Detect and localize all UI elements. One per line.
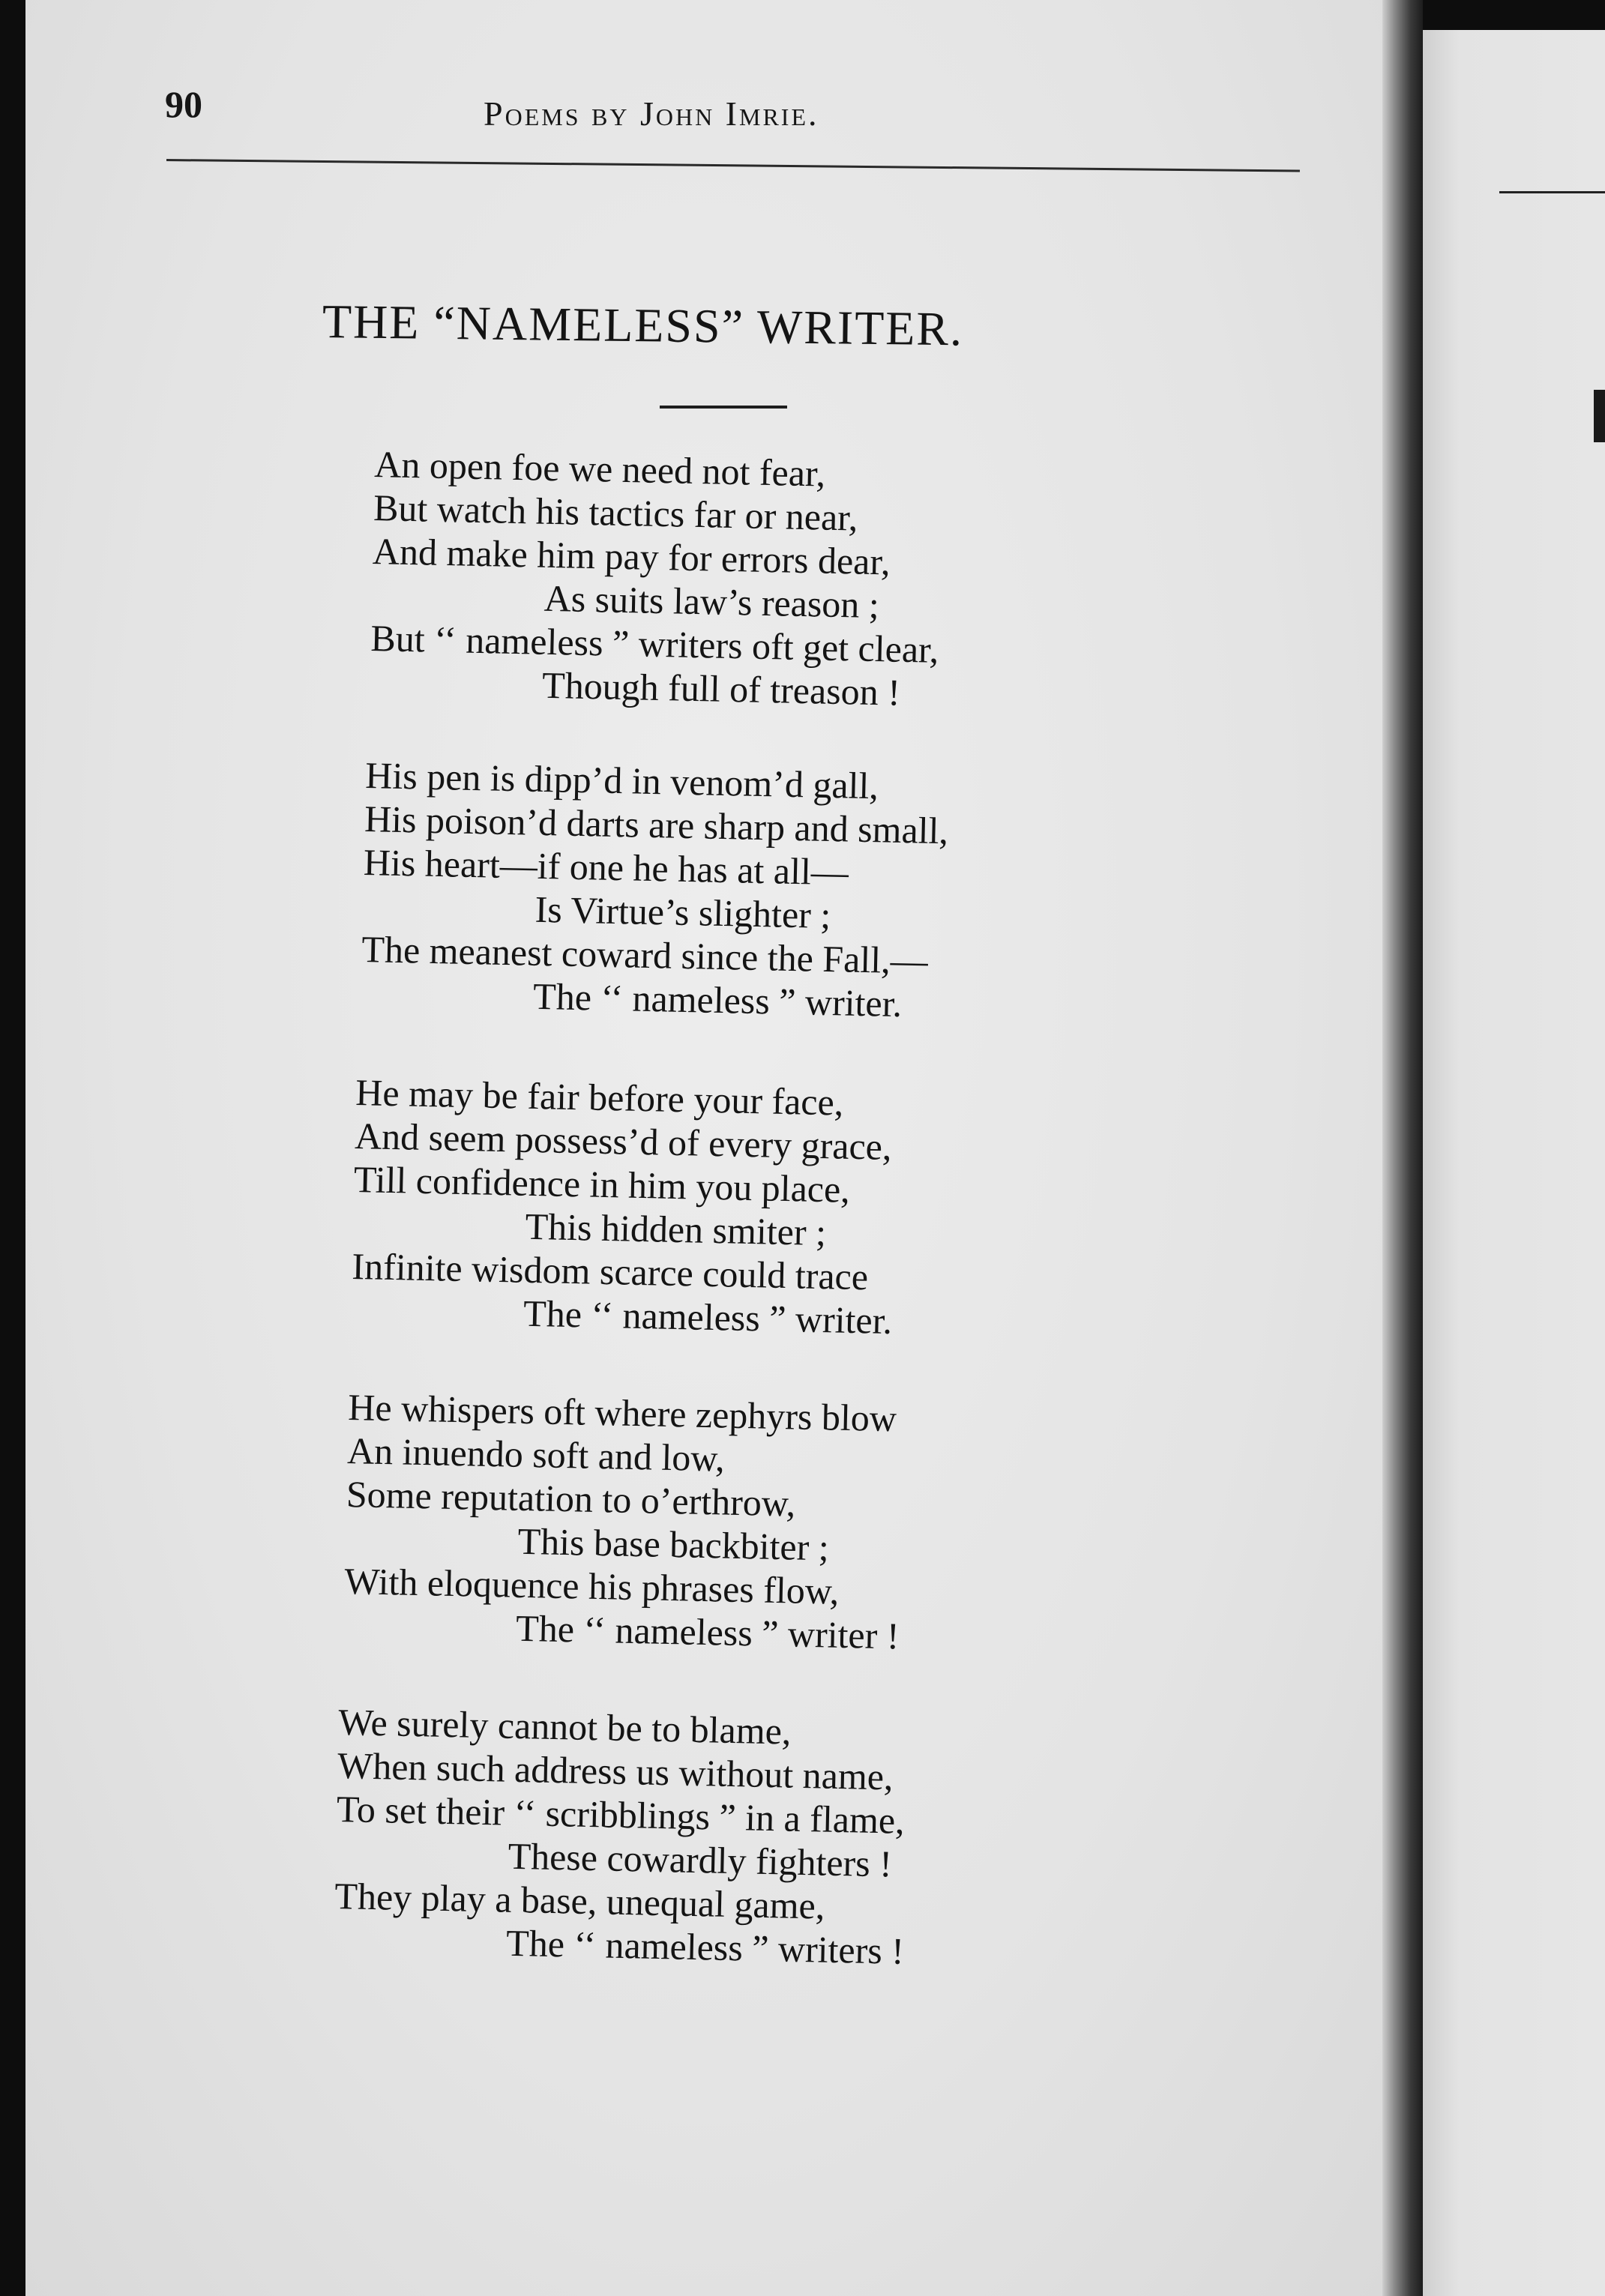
verse-line: And make him pay for errors dear, (372, 529, 891, 583)
verse-line: An open foe we need not fear, (373, 442, 826, 495)
right-page-edge (1423, 30, 1605, 2296)
verse-line-indented: The ‘‘ nameless ” writer. (532, 974, 903, 1025)
right-page-letter-fragment (1594, 390, 1605, 442)
verse-line: An inuendo soft and low, (346, 1429, 726, 1480)
poem-title: THE “NAMELESS” WRITER. (322, 295, 964, 356)
verse-line: They play a base, unequal game, (334, 1874, 825, 1927)
verse-line: His heart—if one he has at all— (363, 840, 849, 894)
stanza (334, 1700, 909, 1973)
page-number: 90 (165, 83, 202, 125)
verse-line: He whispers oft where zephyrs blow (347, 1385, 897, 1440)
verse-line: He may be fair before your face, (355, 1070, 844, 1124)
verse-line: His pen is dipp’d in venom’d gall, (364, 753, 879, 807)
verse-line: Some reputation to o’erthrow, (346, 1472, 796, 1525)
verse-line-indented: This base backbiter ; (517, 1519, 830, 1569)
verse-line: Till confidence in him you place, (353, 1157, 851, 1211)
verse-line-indented: The ‘‘ nameless ” writer. (523, 1292, 893, 1343)
verse-line-indented: The ‘‘ nameless ” writers ! (505, 1921, 905, 1972)
title-rule (660, 406, 787, 409)
verse-line: And seem possess’d of every grace, (354, 1114, 893, 1168)
verse-line: When such address us without name, (337, 1744, 894, 1798)
verse-line: But watch his tactics far or near, (373, 486, 858, 539)
stanza (370, 442, 943, 715)
verse-line-indented: The ‘‘ nameless ” writer ! (515, 1606, 900, 1657)
verse-line: Infinite wisdom scarce could trace (351, 1244, 869, 1298)
book-gutter (1382, 0, 1423, 2296)
running-head: Poems by John Imrie. (484, 94, 819, 133)
stanza (343, 1385, 904, 1657)
verse-line-indented: Though full of treason ! (541, 663, 901, 714)
verse-line-indented: This hidden smiter ; (525, 1205, 827, 1254)
verse-line: With eloquence his phrases flow, (343, 1559, 840, 1612)
stanza (361, 753, 950, 1026)
verse-line-indented: Is Virtue’s slighter ; (535, 888, 831, 937)
verse-line: The meanest coward since the Fall,— (361, 927, 929, 982)
stanza (351, 1070, 897, 1343)
verse-line: His poison’d darts are sharp and small, (364, 797, 949, 852)
verse-line-indented: As suits law’s reason ; (543, 576, 880, 627)
verse-line: To set their ‘‘ scribblings ” in a flame, (336, 1787, 906, 1842)
verse-line: We surely cannot be to blame, (337, 1700, 792, 1753)
verse-line: But ‘‘ nameless ” writers oft get clear, (370, 616, 939, 671)
verse-line-indented: These cowardly fighters ! (508, 1834, 893, 1885)
right-page-header-rule (1499, 191, 1605, 193)
